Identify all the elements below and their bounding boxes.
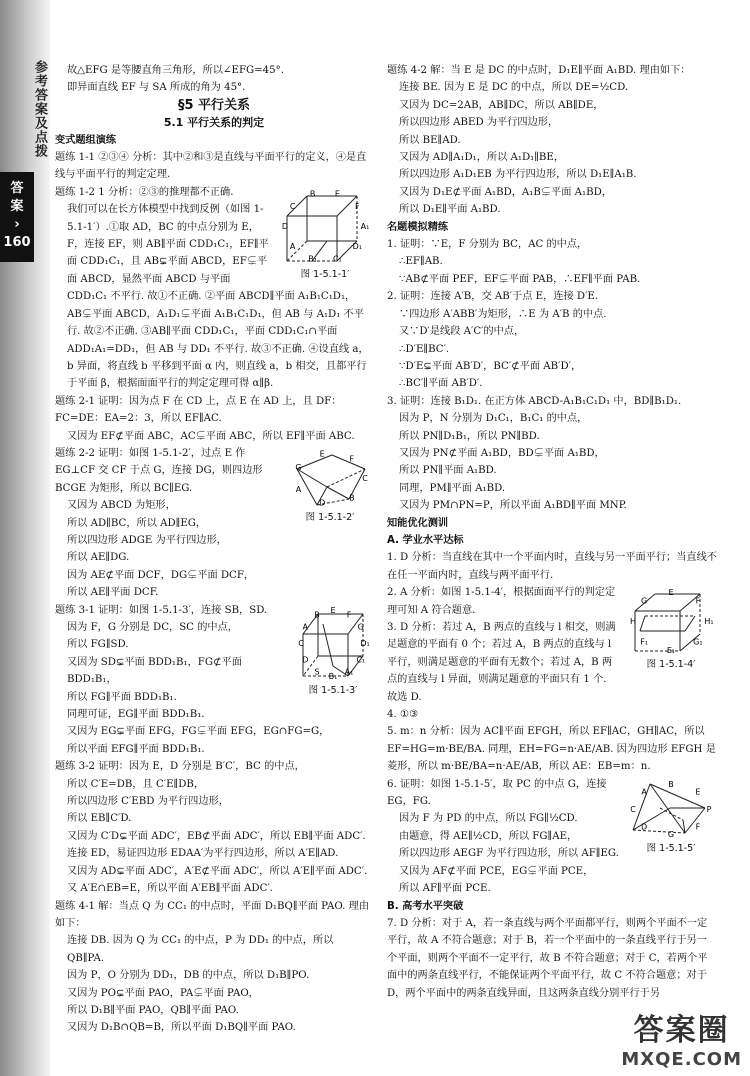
figure-vertex-label: D bbox=[281, 221, 289, 231]
text-line: 所以平面 EFG∥平面 BDD₁B₁. bbox=[67, 743, 205, 755]
text-line: 5. m：n 分析：因为 AC∥平面 EFGH，所以 EF∥AC，GH∥AC，所以 EF=HG=m·BE/BA. 同理，EH=FG=n·AE/AB. 因为四边形 EFGH 是菱形，所以 m·BE/BA=n·AE/AB，所以 AE：EB=m：n. bbox=[387, 726, 716, 773]
figure-vertex-label: B bbox=[668, 779, 674, 789]
watermark-url: MXQE.COM bbox=[621, 1049, 742, 1070]
figure-vertex-label: B₁ bbox=[308, 254, 317, 264]
figure-drawing bbox=[625, 586, 717, 656]
text-line: 又因为 EF⊄平面 ABC，AC⊊平面 ABC，所以 EF∥平面 ABC. bbox=[67, 430, 355, 442]
figure-vertex-label: H₁ bbox=[704, 617, 714, 627]
figure-vertex-label: A₁ bbox=[360, 221, 370, 231]
figure-vertex-label: F bbox=[695, 822, 701, 832]
text-line: 因为 AE⊄平面 DCF，DG⊊平面 DCF， bbox=[67, 569, 255, 581]
figure-vertex-label: D₁ bbox=[352, 241, 363, 251]
figure-vertex-label: F bbox=[349, 454, 355, 464]
text-line: 所以 AE∥DG. bbox=[67, 552, 130, 564]
figure-vertex-label: C₁ bbox=[356, 655, 366, 665]
text-line: 故△EFG 是等腰直角三角形，所以∠EFG=45°. bbox=[67, 65, 284, 76]
watermark bbox=[621, 1005, 742, 1070]
figure-edge bbox=[685, 616, 695, 631]
text-line: 所以 PN∥平面 A₁BD. bbox=[399, 465, 497, 477]
figure-vertex-label: A bbox=[295, 484, 302, 494]
figure-caption: 图 1-5.1-1′ bbox=[300, 268, 350, 280]
figure-vertex-label: A bbox=[289, 241, 296, 251]
text-line: 连接 ED，易证四边形 EDAA′为平行四边形，所以 A′E∥AD. bbox=[67, 848, 339, 860]
figure-vertex-label: F bbox=[355, 201, 360, 211]
text-line: 7. D 分析：对于 A，若一条直线与两个平面都平行，则两个平面不一定平行，故 A 不符合题意；对于 B，若一个平面中的一条直线平行于另一个平面，则两个平面不一定平行，故 B 不符合题意；对于 C，若两个平面中的两条直线平行，不能保证两个平面平行，故 C 不符合题意；对于 D，两个平面中的两条直线异面，且这两条直线分别平行于另 bbox=[387, 917, 708, 999]
text-line: 3. D 分析：若过 A，B 两点的直线与 l 相交，则满足题意的平面有 0 个；若过 A，B 两点的直线与 l 平行，则满足题意的平面有无数个；若过 A，B 两点的直线与 l 异面，则满足题意的平面只有 1 个. 故选 D. bbox=[387, 622, 616, 703]
figure-drawing bbox=[293, 604, 373, 682]
figure-caption: 图 1-5.1-2′ bbox=[305, 511, 355, 523]
text-line: 所以 FG∥SD. bbox=[67, 639, 129, 651]
figure-vertex-label: E bbox=[330, 605, 336, 615]
text-line: ∴D′E∥BC′. bbox=[399, 343, 450, 355]
figure-edge bbox=[327, 469, 365, 487]
text-line: 因为 P，O 分别为 DD₁，DB 的中点，所以 D₁B∥PO. bbox=[67, 970, 310, 982]
text-line: 所以四边形 A₁D₁EB 为平行四边形，所以 D₁E∥A₁B. bbox=[399, 169, 637, 181]
figure-drawing bbox=[287, 447, 373, 509]
tab-mid: 案 bbox=[10, 199, 24, 214]
text-line: 又因为 DC=2AB，AB∥DC，所以 AB∥DE， bbox=[399, 99, 604, 111]
figure-vertex-label: C bbox=[362, 473, 368, 483]
answer-tab bbox=[0, 172, 34, 262]
figure-vertex-label: G bbox=[641, 596, 648, 606]
text-line: 又因为 AF⊄平面 PCE，EG⊊平面 PCE， bbox=[399, 865, 594, 877]
watermark-logo: 答案圈 bbox=[633, 1013, 730, 1048]
figure-vertex-label: C bbox=[630, 804, 636, 814]
figure-vertex-label: D bbox=[319, 498, 326, 508]
figure-vertex-label: P bbox=[706, 804, 712, 814]
figure-vertex-label: B₁ bbox=[328, 671, 338, 681]
text-line: 我们可以在长方体模型中找到反例（如图 1-5.1-1′）.①取 AD，BC 的中点分别为 E，F，连接 EF，则 AB∥平面 CDD₁C₁，EF∥平面 CDD₁C₁，且 AB⊊平面 ABCD，EF⊊平面 ABCD，显然平面 ABCD 与平面 CDD₁C₁ 不平行. 故①不正确. ②平面 ABCD∥平面 A₁B₁C₁D₁，AB⊊平面 ABCD，A₁D₁⊊平面 A₁B₁C₁D₁，但 AB 与 A₁D₁ 不平行. 故②不正确. ③AB∥平面 CDD₁C₁，平面 CDD₁C₁∩平面 ADD₁A₁=DD₁，但 AB 与 DD₁ 不平行. 故③不正确. ④设直线 a，b 异面，将直线 b 平移到平面 α 内，则直线 a，b 相交，且都平行于平面 β，根据面面平行的判定定理可得 α∥β. bbox=[67, 204, 369, 390]
text-line: 因为 F，G 分别是 DC，SC 的中点， bbox=[67, 622, 238, 633]
text-line: 连接 BE. 因为 E 是 DC 的中点，所以 DE=½CD. bbox=[399, 82, 629, 94]
text-line: 又因为 PM∩PN=P，所以平面 A₁BD∥平面 MNP. bbox=[399, 500, 627, 512]
page-number: 160 bbox=[3, 235, 31, 250]
text-line: 所以 C′E=DB，且 C′E∥DB， bbox=[67, 778, 205, 790]
figure-edge bbox=[323, 624, 333, 666]
text-line: 4. ①③ bbox=[387, 709, 419, 721]
text-line: 又因为 D₁E⊄平面 A₁BD，A₁B⊊平面 A₁BD， bbox=[399, 186, 612, 198]
text-line: ∵AB⊄平面 PEF，EF⊊平面 PAB，∴EF∥平面 PAB. bbox=[399, 273, 641, 285]
figure-vertex-label: C bbox=[298, 638, 304, 648]
text-line: 连接 DB. 因为 Q 为 CC₁ 的中点，P 为 DD₁ 的中点，所以 QB∥PA. bbox=[67, 935, 334, 964]
text-line: 所以 FG∥平面 BDD₁B₁. bbox=[67, 691, 177, 703]
text-line: 又因为 AD∥A₁D₁，所以 A₁D₁∥BE， bbox=[399, 152, 565, 164]
figure-vertex-label: C bbox=[289, 201, 296, 211]
figure-edge bbox=[297, 455, 332, 469]
figure-vertex-label: B bbox=[309, 189, 316, 199]
text-line: 所以四边形 ADGE 为平行四边形， bbox=[67, 534, 227, 546]
subsection-heading: A. 学业水平达标 bbox=[387, 534, 464, 546]
figure-vertex-label: A bbox=[302, 622, 309, 632]
figure-caption: 图 1-5.1-5′ bbox=[646, 842, 696, 854]
figure-vertex-label: E bbox=[695, 786, 701, 796]
figure-vertex-label: H bbox=[629, 617, 637, 627]
text-line: ∵D′E⊊平面 AB′D′，BC′⊄平面 AB′D′， bbox=[399, 360, 582, 372]
subsection-heading: 变式题组演练 bbox=[55, 134, 117, 146]
figure-drawing bbox=[625, 778, 717, 840]
figure-vertex-label: E bbox=[334, 189, 340, 199]
text-line: 所以四边形 ABED 为平行四边形， bbox=[399, 117, 559, 129]
side-margin bbox=[0, 0, 50, 1076]
text-line: 所以 D₁B∥平面 PAO，QB∥平面 PAO. bbox=[67, 1004, 239, 1016]
text-line: 同理，PM∥平面 A₁BD. bbox=[399, 482, 506, 494]
figure-vertex-label: E₁ bbox=[666, 646, 676, 656]
section-heading: 5.1 平行关系的判定 bbox=[163, 116, 265, 130]
text-line: 又因为 SD⊊平面 BDD₁B₁，FG⊄平面 BDD₁B₁， bbox=[67, 656, 242, 686]
right-column bbox=[387, 62, 717, 1002]
text-line: 又因为 EG⊊平面 EFG，FG⊊平面 EFG，EG∩FG=G， bbox=[67, 726, 330, 738]
figure-vertex-label: G₁ bbox=[693, 637, 703, 647]
figure-vertex-label: A bbox=[641, 786, 647, 796]
figure-vertex-label: G bbox=[357, 622, 364, 632]
figure-edge bbox=[337, 196, 357, 216]
text-line: 因为 F 为 PD 的中点，所以 FG∥½CD. bbox=[399, 813, 578, 825]
text-line: 由题意，得 AE∥½CD，所以 FG∥AE， bbox=[399, 830, 578, 842]
text-line: 又因为 AD⊊平面 ADC′，A′E⊄平面 ADC′，所以 A′E∥平面 ADC′. bbox=[67, 865, 368, 877]
figure-caption: 图 1-5.1-3′ bbox=[308, 684, 358, 696]
figure-vertex-label: B bbox=[314, 610, 320, 620]
figure-vertex-label: C₁ bbox=[332, 254, 342, 264]
text-line: 题练 1-2 1 分析：②③的推理都不正确. bbox=[55, 186, 234, 198]
figure-vertex-label: B bbox=[349, 493, 355, 503]
figure-vertex-label: F bbox=[695, 596, 701, 606]
subsection-heading: 名题模拟精练 bbox=[387, 221, 449, 233]
tab-top: 答 bbox=[10, 181, 24, 196]
figure-drawing bbox=[277, 186, 373, 266]
text-line: ∴EF∥AB. bbox=[399, 256, 443, 268]
text-line: ∵四边形 A′ABB′为矩形，∴E 为 A′B 的中点. bbox=[399, 308, 607, 320]
text-line: ∴BC′∥平面 AB′D′. bbox=[399, 378, 483, 390]
text-line: 题练 2-2 证明：如图 1-5.1-2′，过点 E 作 EG⊥CF 交 CF 于点 G，连接 DG，则四边形 BCGE 为矩形，所以 BC∥EG. bbox=[55, 447, 263, 494]
figure-f1 bbox=[277, 186, 373, 283]
figure-f2 bbox=[287, 447, 373, 526]
text-line: 1. 证明：∵E，F 分别为 BC，AC 的中点， bbox=[387, 239, 588, 251]
text-line: 又因为 PO⊊平面 PAO，PA⊊平面 PAO， bbox=[67, 987, 259, 999]
figure-f5 bbox=[625, 778, 717, 857]
chevron-right-icon: › bbox=[14, 217, 20, 232]
text-line: 题练 2-1 证明：因为点 F 在 CD 上，点 E 在 AD 上，且 DF：FC=DE：EA=2：3，所以 EF∥AC. bbox=[55, 395, 342, 425]
figure-edge bbox=[633, 808, 670, 830]
figure-f4 bbox=[625, 586, 717, 673]
text-line: 同理可证，EG∥平面 BDD₁B₁. bbox=[67, 709, 205, 721]
text-line: 1. D 分析：当直线在其中一个平面内时，直线与另一平面平行；当直线不在任一平面内时，直线与两平面平行. bbox=[387, 552, 717, 581]
text-line: 所以 AF∥平面 PCE. bbox=[399, 883, 491, 895]
figure-vertex-label: D₁ bbox=[360, 638, 370, 648]
figure-vertex-label: D bbox=[302, 655, 309, 665]
text-line: 又因为 D₁B∩QB=B，所以平面 D₁BQ∥平面 PAO. bbox=[67, 1022, 296, 1034]
figure-vertex-label: F₁ bbox=[640, 637, 649, 647]
figure-vertex-label: S bbox=[314, 667, 320, 677]
text-line: 2. 证明：连接 A′B，交 AB′于点 E，连接 D′E. bbox=[387, 291, 599, 303]
figure-edge bbox=[332, 455, 365, 469]
figure-caption: 图 1-5.1-4′ bbox=[646, 659, 696, 671]
figure-edge bbox=[327, 487, 349, 499]
text-line: 所以四边形 C′EBD 为平行四边形， bbox=[67, 796, 229, 808]
text-line: 又因为 C′D⊊平面 ADC′，EB⊄平面 ADC′，所以 EB∥平面 ADC′. bbox=[67, 830, 366, 842]
text-line: 6. 证明：如图 1-5.1-5′，取 PC 的中点 G，连接 EG，FG. bbox=[387, 778, 607, 808]
figure-vertex-label: G bbox=[667, 829, 675, 839]
text-line: 又因为 PN⊄平面 A₁BD，BD⊊平面 A₁BD， bbox=[399, 447, 605, 459]
text-line: 又 A′E∩EB=E，所以平面 A′EB∥平面 ADC′. bbox=[67, 883, 273, 895]
text-line: 题练 4-1 解：当点 Q 为 CC₁ 的中点时，平面 D₁BQ∥平面 PAO. 理由如下： bbox=[55, 900, 370, 929]
text-line: 所以 AE∥平面 DCF. bbox=[67, 587, 159, 599]
text-line: 所以 D₁E∥平面 A₁BD. bbox=[399, 204, 501, 216]
text-line: 2. A 分析：如图 1-5.1-4′，根据面面平行的判定定理可知 A 符合题意. bbox=[387, 587, 616, 616]
figure-vertex-label: G bbox=[295, 463, 302, 473]
text-line: 所以 PN∥D₁B₁，所以 PN∥BD. bbox=[399, 430, 540, 442]
text-line: 因为 P，N 分别为 D₁C₁，B₁C₁ 的中点， bbox=[399, 413, 588, 425]
text-line: 题练 3-1 证明：如图 1-5.1-3′，连接 SB，SD. bbox=[55, 604, 268, 616]
text-line: 题练 1-1 ②③④ 分析：其中②和③是直线与平面平行的定义，④是直线与平面平行的判定定理. bbox=[55, 152, 367, 181]
text-line: 又因为 ABCD 为矩形， bbox=[67, 500, 176, 512]
text-line: 题练 4-2 解：当 E 是 DC 的中点时，D₁E∥平面 A₁BD. 理由如下： bbox=[387, 65, 691, 76]
text-line: 3. 证明：连接 B₁D₁. 在正方体 ABCD-A₁B₁C₁D₁ 中，BD∥B₁D₁. bbox=[387, 395, 682, 407]
text-line: 所以 AD∥BC，所以 AD∥EG， bbox=[67, 517, 207, 529]
figure-vertex-label: D bbox=[641, 822, 648, 832]
figure-vertex-label: E bbox=[668, 588, 674, 598]
text-line: 所以四边形 AEGF 为平行四边形，所以 AF∥EG. bbox=[399, 848, 619, 860]
text-line: 所以 BE∥AD. bbox=[399, 134, 461, 146]
side-vertical-title: 参考答案及点拨 bbox=[32, 60, 47, 158]
text-line: 所以 EB∥C′D. bbox=[67, 813, 132, 825]
figure-f3 bbox=[293, 604, 373, 699]
section-heading: §5 平行关系 bbox=[177, 97, 251, 113]
left-column bbox=[55, 62, 373, 1037]
text-line: 即异面直线 EF 与 SA 所成的角为 45°. bbox=[67, 82, 246, 94]
subsection-heading: 知能优化测训 bbox=[387, 517, 449, 529]
figure-vertex-label: A₁ bbox=[344, 667, 354, 677]
figure-edge bbox=[660, 808, 683, 820]
subsection-heading: B. 高考水平突破 bbox=[387, 900, 464, 912]
text-line: 题练 3-2 证明：因为 E，D 分别是 B′C′，BC 的中点， bbox=[55, 761, 305, 773]
figure-vertex-label: E bbox=[319, 449, 325, 459]
figure-vertex-label: F bbox=[346, 610, 352, 620]
text-line: 又∵D′是线段 A′C′的中点， bbox=[399, 326, 525, 338]
figure-edge bbox=[640, 616, 645, 631]
